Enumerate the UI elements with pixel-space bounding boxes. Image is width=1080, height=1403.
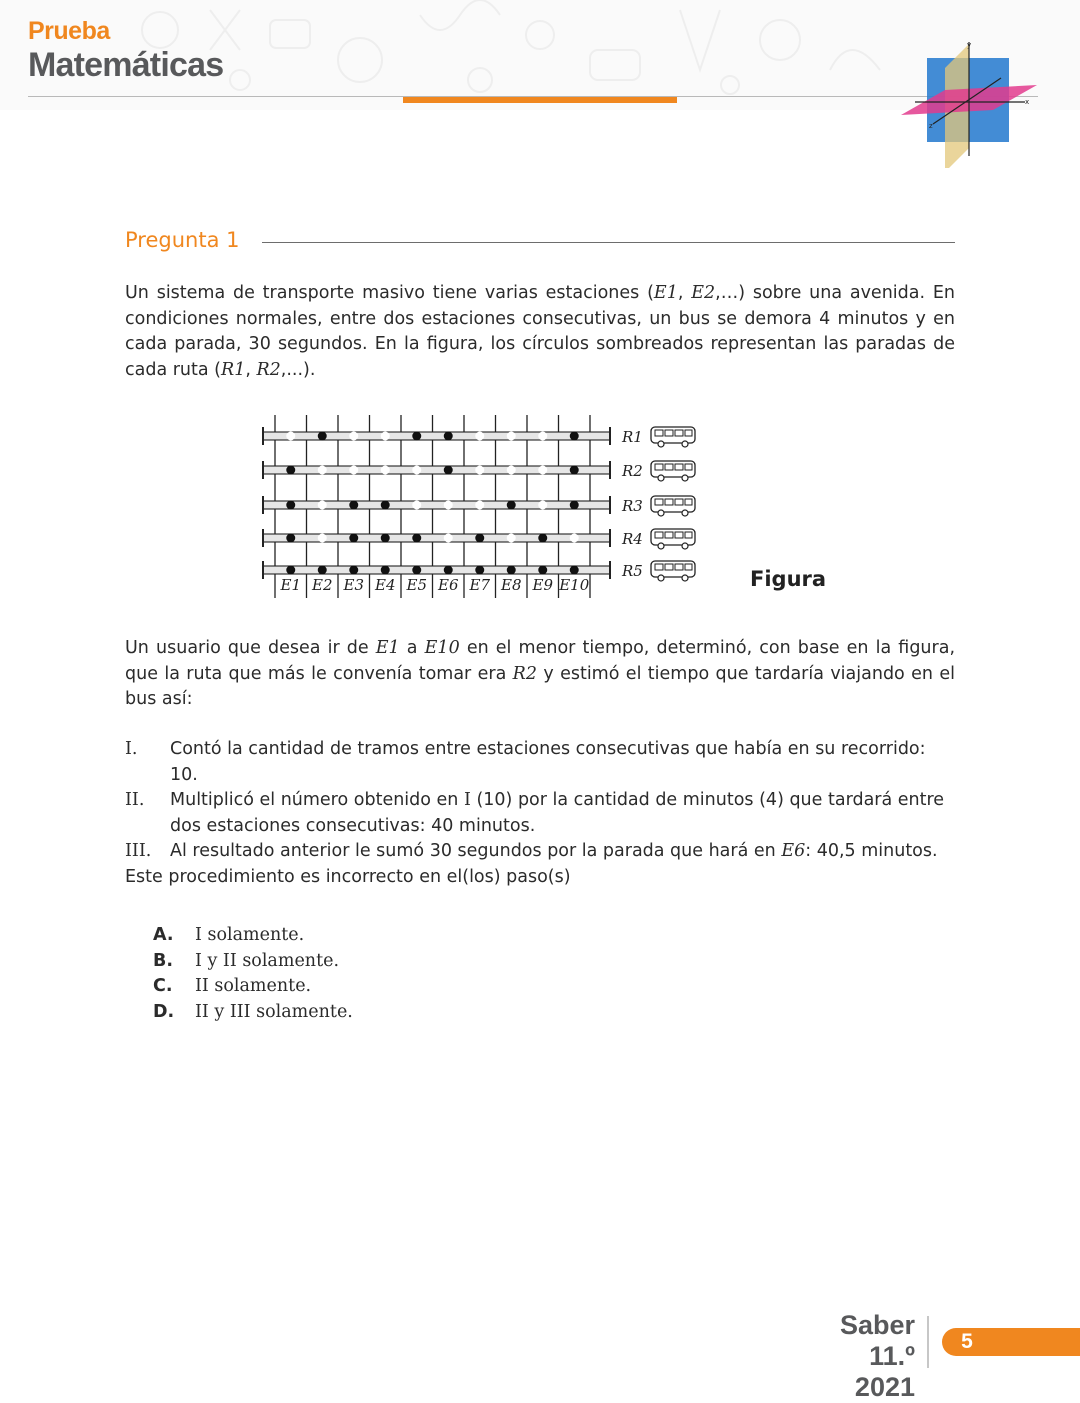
station-marker [539,534,547,542]
station-marker [413,566,421,574]
station-marker [318,534,326,542]
math-variable: R1 [221,359,246,380]
text-span: Al resultado anterior le sumó 30 segundos por la parada que hará en [170,841,782,861]
text-span: y estimó el tiempo que tardaría viajando en el bus así: [125,663,955,709]
route-rail [263,534,610,542]
route-label: R5 [622,562,643,580]
station-marker [444,466,452,474]
math-variable: E1 [375,638,400,658]
station-marker [318,566,326,574]
figure-caption: Figura [750,567,827,591]
route-rail [263,566,610,574]
procedure-steps [125,737,955,865]
station-marker [413,432,421,440]
station-marker [413,466,421,474]
station-marker [476,501,484,509]
station-marker [287,566,295,574]
option-letter: B. [153,950,173,971]
roman-numeral: I [463,790,471,810]
page-number: 5 [961,1330,973,1353]
header-accent-bar [403,97,677,103]
footer-year: 2021 [854,1372,915,1402]
station-marker [507,432,515,440]
route-rail [263,466,610,474]
station-marker [350,534,358,542]
station-marker [381,432,389,440]
station-marker [476,466,484,474]
text-span: ,…) sobre una avenida. En condiciones normales, entre dos estaciones consecutivas, un bus se demora 4 minutos y en cada parada, 30 segundos. En la figura, los círculos sombreados representan las paradas de cada ruta ( [125,283,955,380]
station-marker [287,466,295,474]
station-label: E8 [501,576,522,594]
station-marker [507,466,515,474]
route-label: R1 [622,428,643,446]
text-span: , [677,283,692,303]
bus-icon [651,529,695,549]
step-text [170,839,955,865]
text-span: Multiplicó el número obtenido en [170,790,464,810]
footer-brand [790,1310,915,1403]
option-text: II y III solamente. [195,1001,353,1022]
station-marker [570,432,578,440]
text-span: , [245,359,257,380]
station-label: E4 [375,576,396,594]
question-title-rule [262,242,955,243]
bus-icon [651,496,695,516]
text-span: : 40,5 minutos. [805,841,938,861]
text-span: Contó la cantidad de tramos entre estaciones consecutivas que había en su recorrido: 10. [170,739,926,785]
question-scenario [125,636,955,713]
doodle-pattern-icon [120,0,900,100]
station-marker [318,466,326,474]
step-number: III. [125,841,152,861]
station-marker [350,501,358,509]
station-marker [570,534,578,542]
station-label: E6 [438,576,459,594]
answer-option-a[interactable] [153,923,353,949]
math-variable: E2 [691,283,716,303]
option-letter: C. [153,976,173,996]
step-text [170,788,955,839]
station-marker [570,466,578,474]
station-marker [570,566,578,574]
station-marker [539,566,547,574]
station-marker [350,566,358,574]
procedure-step [125,737,955,788]
procedure-step [125,839,955,865]
station-marker [444,534,452,542]
station-marker [287,501,295,509]
question-intro [125,281,955,383]
svg-text:y: y [967,41,972,49]
station-marker [318,501,326,509]
step-number: I. [125,739,138,759]
text-span: ,...). [280,359,316,380]
station-marker [381,501,389,509]
station-label: E9 [532,576,553,594]
station-marker [444,501,452,509]
math-variable: E10 [424,638,460,658]
station-marker [350,432,358,440]
option-text: I y II solamente. [195,950,340,971]
station-marker [476,566,484,574]
math-variable: E6 [781,841,806,861]
station-marker [444,432,452,440]
math-variable: R2 [256,359,281,380]
route-label: R2 [622,462,643,480]
text-span: en el menor tiempo, determinó, con base en la figura, que la ruta que más le convenía tomar era [125,638,956,684]
answer-options [153,923,353,1025]
station-marker [318,432,326,440]
math-variable: R2 [512,663,537,684]
station-label: E3 [343,576,364,594]
bus-icon [651,561,695,581]
question-prompt: Este procedimiento es incorrecto en el(los) paso(s) [125,867,571,887]
station-marker [539,432,547,440]
step-number: II. [125,790,145,810]
option-text: II solamente. [195,976,312,996]
station-marker [413,534,421,542]
question-title: Pregunta 1 [125,228,240,252]
route-rail [263,432,610,440]
route-label: R4 [622,530,643,548]
route-rail [263,501,610,509]
step-text [170,737,955,788]
option-letter: A. [153,925,174,945]
header-subject: Matemáticas [28,46,224,84]
station-marker [476,534,484,542]
text-span: a [399,638,425,658]
station-label: E5 [406,576,427,594]
station-label: E1 [280,576,301,594]
procedure-step [125,788,955,839]
station-marker [413,501,421,509]
station-marker [507,534,515,542]
station-marker [350,466,358,474]
station-marker [381,534,389,542]
station-marker [476,432,484,440]
coordinate-axes-icon [897,38,1037,168]
answer-option-b[interactable] [153,949,353,975]
station-marker [539,501,547,509]
footer-divider [927,1316,929,1368]
route-label: R3 [622,497,643,515]
math-variable: E1 [653,283,678,303]
text-span: (10) por la cantidad de minutos (4) que tardará entre dos estaciones consecutivas: 40 minutos. [170,790,945,836]
svg-text:z: z [929,122,933,130]
station-marker [381,566,389,574]
station-label: E2 [312,576,333,594]
station-marker [507,566,515,574]
bus-icon [651,427,695,447]
footer-brand-name: Saber 11.º [839,1310,915,1371]
text-span: Un usuario que desea ir de [125,638,376,658]
station-marker [287,432,295,440]
answer-option-c[interactable] [153,974,353,1000]
header-label: Prueba [28,17,110,45]
station-marker [570,501,578,509]
station-marker [287,534,295,542]
option-letter: D. [153,1001,175,1022]
station-marker [539,466,547,474]
svg-text:x: x [1025,98,1030,106]
answer-option-d[interactable] [153,1000,353,1026]
station-marker [507,501,515,509]
bus-icon [651,461,695,481]
text-span: Un sistema de transporte masivo tiene varias estaciones ( [125,283,654,303]
route-figure [255,408,715,608]
option-text: I solamente. [195,925,305,945]
station-marker [381,466,389,474]
station-label: E7 [469,576,490,594]
station-marker [444,566,452,574]
station-label: E10 [559,576,590,594]
